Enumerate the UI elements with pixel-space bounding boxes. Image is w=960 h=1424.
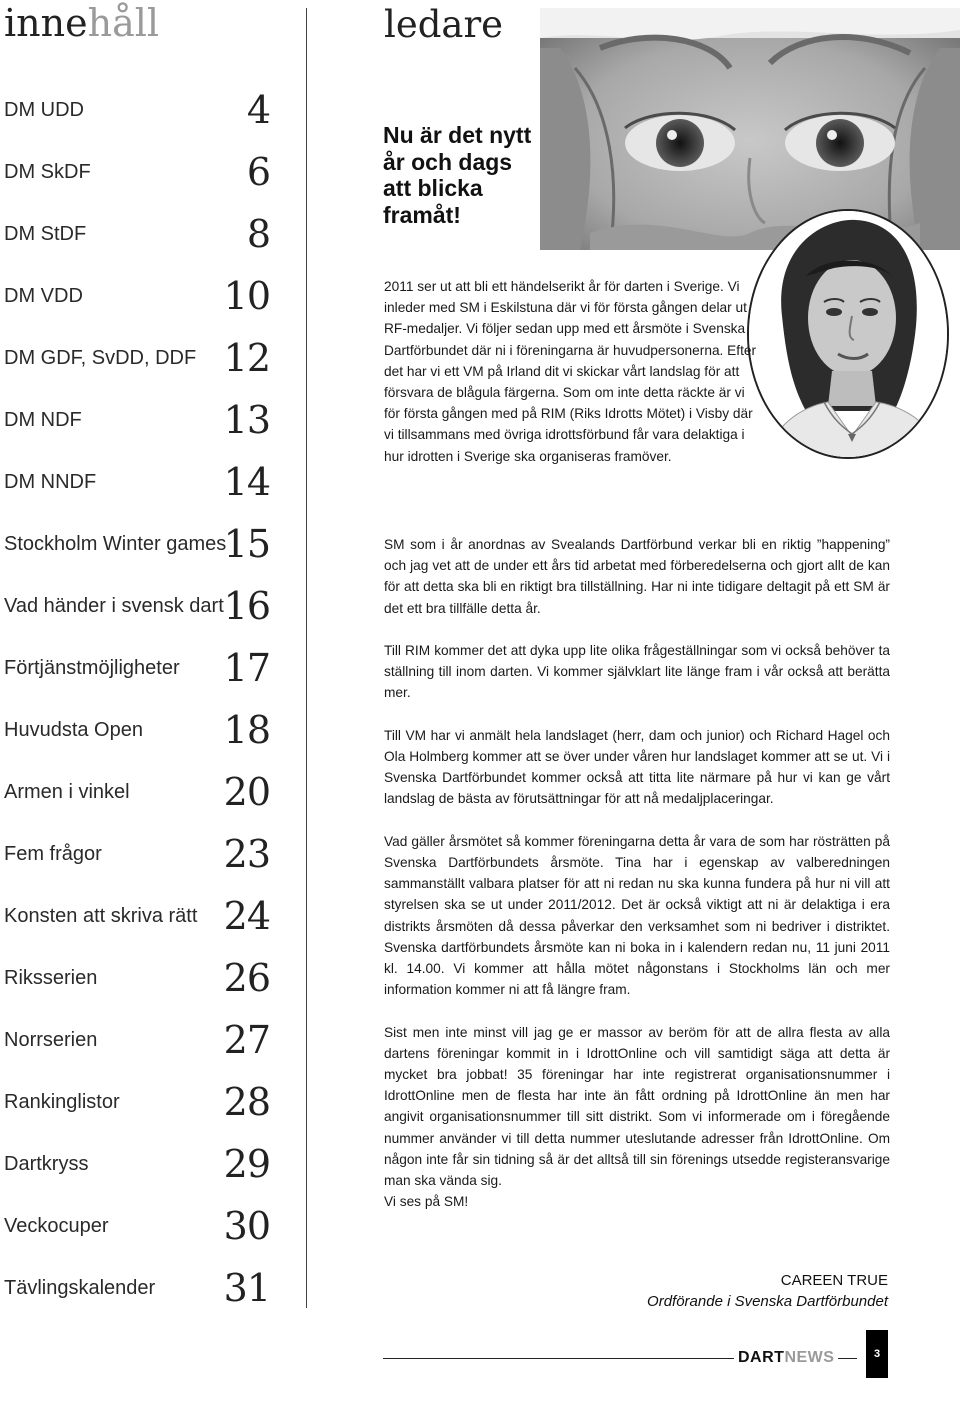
signature-name: CAREEN TRUE [780,1272,888,1289]
toc-item-page: 14 [223,460,270,504]
toc-item-page: 31 [223,1266,270,1310]
toc-item[interactable] [4,444,272,506]
toc-item-page: 15 [223,522,270,566]
toc-item-page: 16 [223,584,270,628]
logo-dart: DART [738,1349,785,1366]
toc-item[interactable] [4,134,272,196]
toc-item[interactable] [4,878,272,940]
toc-item-page: 20 [223,770,270,814]
toc-item-label: DM NDF [4,409,82,431]
body-paragraph: Sist men inte minst vill jag ge er massor av beröm för att de allra flesta av alla dartens föreningar kommit in i IdrottOnline och vill samtidigt säga att detta är mycket bra jobbat! 35 föreningar har inte registrerat organisationsnummer i IdrottOnline men de flesta har inte än fått ordning på IdrottOnline än men har angivit organisationsnummer till sitt distrikt. Som vi informerade om i föregående nummer använder vi till detta nummer uteslutande adresser från IdrottOnline. Om någon inte får sin tidning så är det alltså till sin förenings utsedde registeransvarige man ska vända sig. [384,1024,890,1189]
toc-item-label: Armen i vinkel [4,781,130,803]
toc-item-label: DM UDD [4,99,84,121]
toc-title [4,0,159,46]
toc-item-page: 17 [223,646,270,690]
toc-item-label: Vad händer i svensk dart [4,595,224,617]
toc-title-dark: inne [4,1,88,45]
toc-item-label: Förtjänstmöjligheter [4,657,180,679]
toc-item-label: Dartkryss [4,1153,89,1175]
toc-item[interactable] [4,1188,272,1250]
toc-item-page: 28 [223,1080,270,1124]
toc-item-page: 27 [223,1018,270,1062]
toc-item-label: Norrserien [4,1029,98,1051]
toc-item-page: 6 [246,150,270,194]
toc-item-page: 30 [223,1204,270,1248]
article-kicker: Nu är det nytt år och dags att blicka framåt! [383,122,532,228]
table-of-contents [4,72,272,1312]
toc-item-page: 23 [223,832,270,876]
toc-item-label: DM VDD [4,285,83,307]
toc-item[interactable] [4,258,272,320]
toc-item-label: DM NNDF [4,471,97,493]
portrait-illustration [744,206,960,468]
toc-item-label: Fem frågor [4,843,102,865]
logo-news: NEWS [784,1349,835,1366]
toc-item[interactable] [4,692,272,754]
toc-item-label: Veckocuper [4,1215,109,1237]
body-paragraph: Till VM har vi anmält hela landslaget (herr, dam och junior) och Richard Hagel och Ola Holmberg kommer att se över under våren hur landslaget kommer att se ut. Vi i Svenska Dartförbundet kommer också att titta lite närmare på hur vi kan ge vårt landslag de bästa av förutsättningar för att nå medaljplaceringar. [384,727,890,807]
page-number: 3 [866,1330,888,1378]
article-body [384,534,890,1212]
body-paragraph: Vad gäller årsmötet så kommer föreningarna detta år vara de som har rösträtten på Svenska Dartförbundets årsmöte. Tina har i egenskap av valberedningen sammanställt valbara platser för att ni redan nu ska kunna fundera på hur ni vill att styrelsen ska se ut under 2011/2012. Det är också viktigt att ni är delaktiga i era distrikts årsmöten då dessa påverkar den verksamhet som ni bedriver i distriktet. Svenska dartförbundets årsmöte kan ni boka in i kalendern redan nu, 11 juni 2011 kl. 14.00. Vi kommer att hålla mötet någonstans i Stockholms län och mer information kommer ni att få längre fram. [384,833,890,998]
toc-item[interactable] [4,816,272,878]
toc-item[interactable] [4,940,272,1002]
toc-item[interactable] [4,1250,272,1312]
toc-item-page: 10 [223,274,270,318]
toc-item[interactable] [4,382,272,444]
toc-item-label: Rankinglistor [4,1091,120,1113]
toc-item-page: 24 [223,894,270,938]
toc-item[interactable] [4,568,272,630]
author-portrait [744,206,960,468]
toc-item[interactable] [4,1002,272,1064]
toc-item[interactable] [4,1064,272,1126]
toc-item-label: DM GDF, SvDD, DDF [4,347,197,369]
toc-item[interactable] [4,630,272,692]
toc-item-label: Stockholm Winter games [4,533,227,555]
toc-item[interactable] [4,506,272,568]
signature-role: Ordförande i Svenska Dartförbundet [647,1293,888,1310]
toc-item-page: 8 [246,212,270,256]
toc-item-label: DM SkDF [4,161,91,183]
closing-line: Vi ses på SM! [384,1194,469,1210]
toc-item-page: 12 [223,336,270,380]
toc-item-label: Riksserien [4,967,98,989]
toc-item-page: 29 [223,1142,270,1186]
body-paragraph: SM som i år anordnas av Svealands Dartförbund verkar bli en riktig ”happening” och jag vet att de under ett års tid arbetat med förberedelserna och gjort allt de kan för att detta ska bli en riktigt bra tillställning. Har ni inte tidigare deltagit på ett SM är det ett bra tillfälle detta år. [384,537,890,616]
toc-title-light: håll [87,1,160,45]
toc-item-page: 26 [223,956,270,1000]
toc-item[interactable] [4,754,272,816]
lead-paragraph: 2011 ser ut att bli ett händelserikt år för darten i Sverige. Vi inleder med SM i Eskilstuna där vi för första gången delar ut RF-medaljer. Vi följer sedan upp med ett årsmöte i Svenska Dartförbundet där ni i föreningarna är huvudpersonerna. Efter det har vi ett VM på Irland dit vi skickar vårt landslag för att försvara de blågula färgerna. Som om inte detta räckte är vi för första gången med på RIM (Riks Idrotts Mötet) i Visby där vi tillsammans med övriga idrottsförbund får vara delaktiga i hur idrotten i Sverige ska organiseras framöver. [384,279,757,464]
column-divider [306,8,307,1308]
body-paragraph: Till RIM kommer det att dyka upp lite olika frågeställningar som vi också behöver ta ställning till inom darten. Vi kommer självklart lite länge fram i vår också att berätta mer. [384,643,890,701]
toc-item-label: Konsten att skriva rätt [4,905,198,927]
dartnews-logo [734,1348,838,1368]
toc-item-label: DM StDF [4,223,87,245]
section-heading: ledare [384,3,504,46]
toc-item-label: Huvudsta Open [4,719,143,741]
toc-item-page: 18 [223,708,270,752]
toc-item[interactable] [4,320,272,382]
toc-item-page: 4 [246,88,270,132]
toc-item-label: Tävlingskalender [4,1277,156,1299]
toc-item-page: 13 [223,398,270,442]
toc-item[interactable] [4,72,272,134]
toc-item[interactable] [4,196,272,258]
toc-item[interactable] [4,1126,272,1188]
